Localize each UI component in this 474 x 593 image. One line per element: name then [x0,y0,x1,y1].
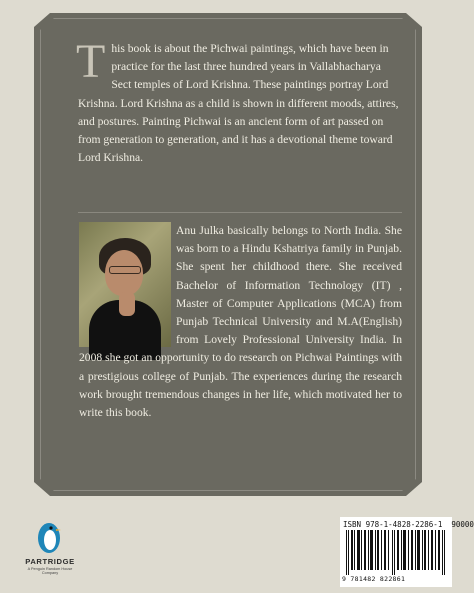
drop-cap: T [76,35,106,88]
penguin-icon [36,518,62,554]
isbn-barcode [340,517,474,587]
author-bio [79,222,402,422]
publisher-name: PARTRIDGE [25,557,75,566]
publisher-tagline: A Penguin Random House Company [27,567,73,575]
isbn-text: ISBN 978-1-4828-2286-1 90000 [343,520,474,529]
barcode-bars [346,530,446,575]
publisher-logo [20,516,80,580]
blurb-text: his book is about the Pichwai paintings, which have been in practice for the last three hundred years in Vallabhacharya Sect temples of Lord Krishna. These paintings portray Lord Krishna. Lord Krishna as a child is shown in different moods, attires, and postures. Painting Pichwai is an ancient form of art passed on from generation to generation, and it has a devotional theme toward Lord Krishna. [78,42,399,165]
section-divider [78,212,402,213]
book-blurb [76,35,403,167]
author-bio-text: Anu Julka basically belongs to North India. She was born to a Hindu Kshatriya family in Punjab. She spent her childhood there. She received Bachelor of Information Technology (IT) , Master of Computer Applications (MCA) from Punjab Technical University and M.A(English) from Lovely Professional University India. In 2008 she got an opportunity to do research on Pichwai Paintings with a prestigious college of Punjab. The experiences during the research work brought tremendous changes in her life, which motivated her to write this book. [79,224,402,420]
barcode-digits: 9 781482 822861 [342,575,406,583]
price-code: 90000 [451,520,474,529]
